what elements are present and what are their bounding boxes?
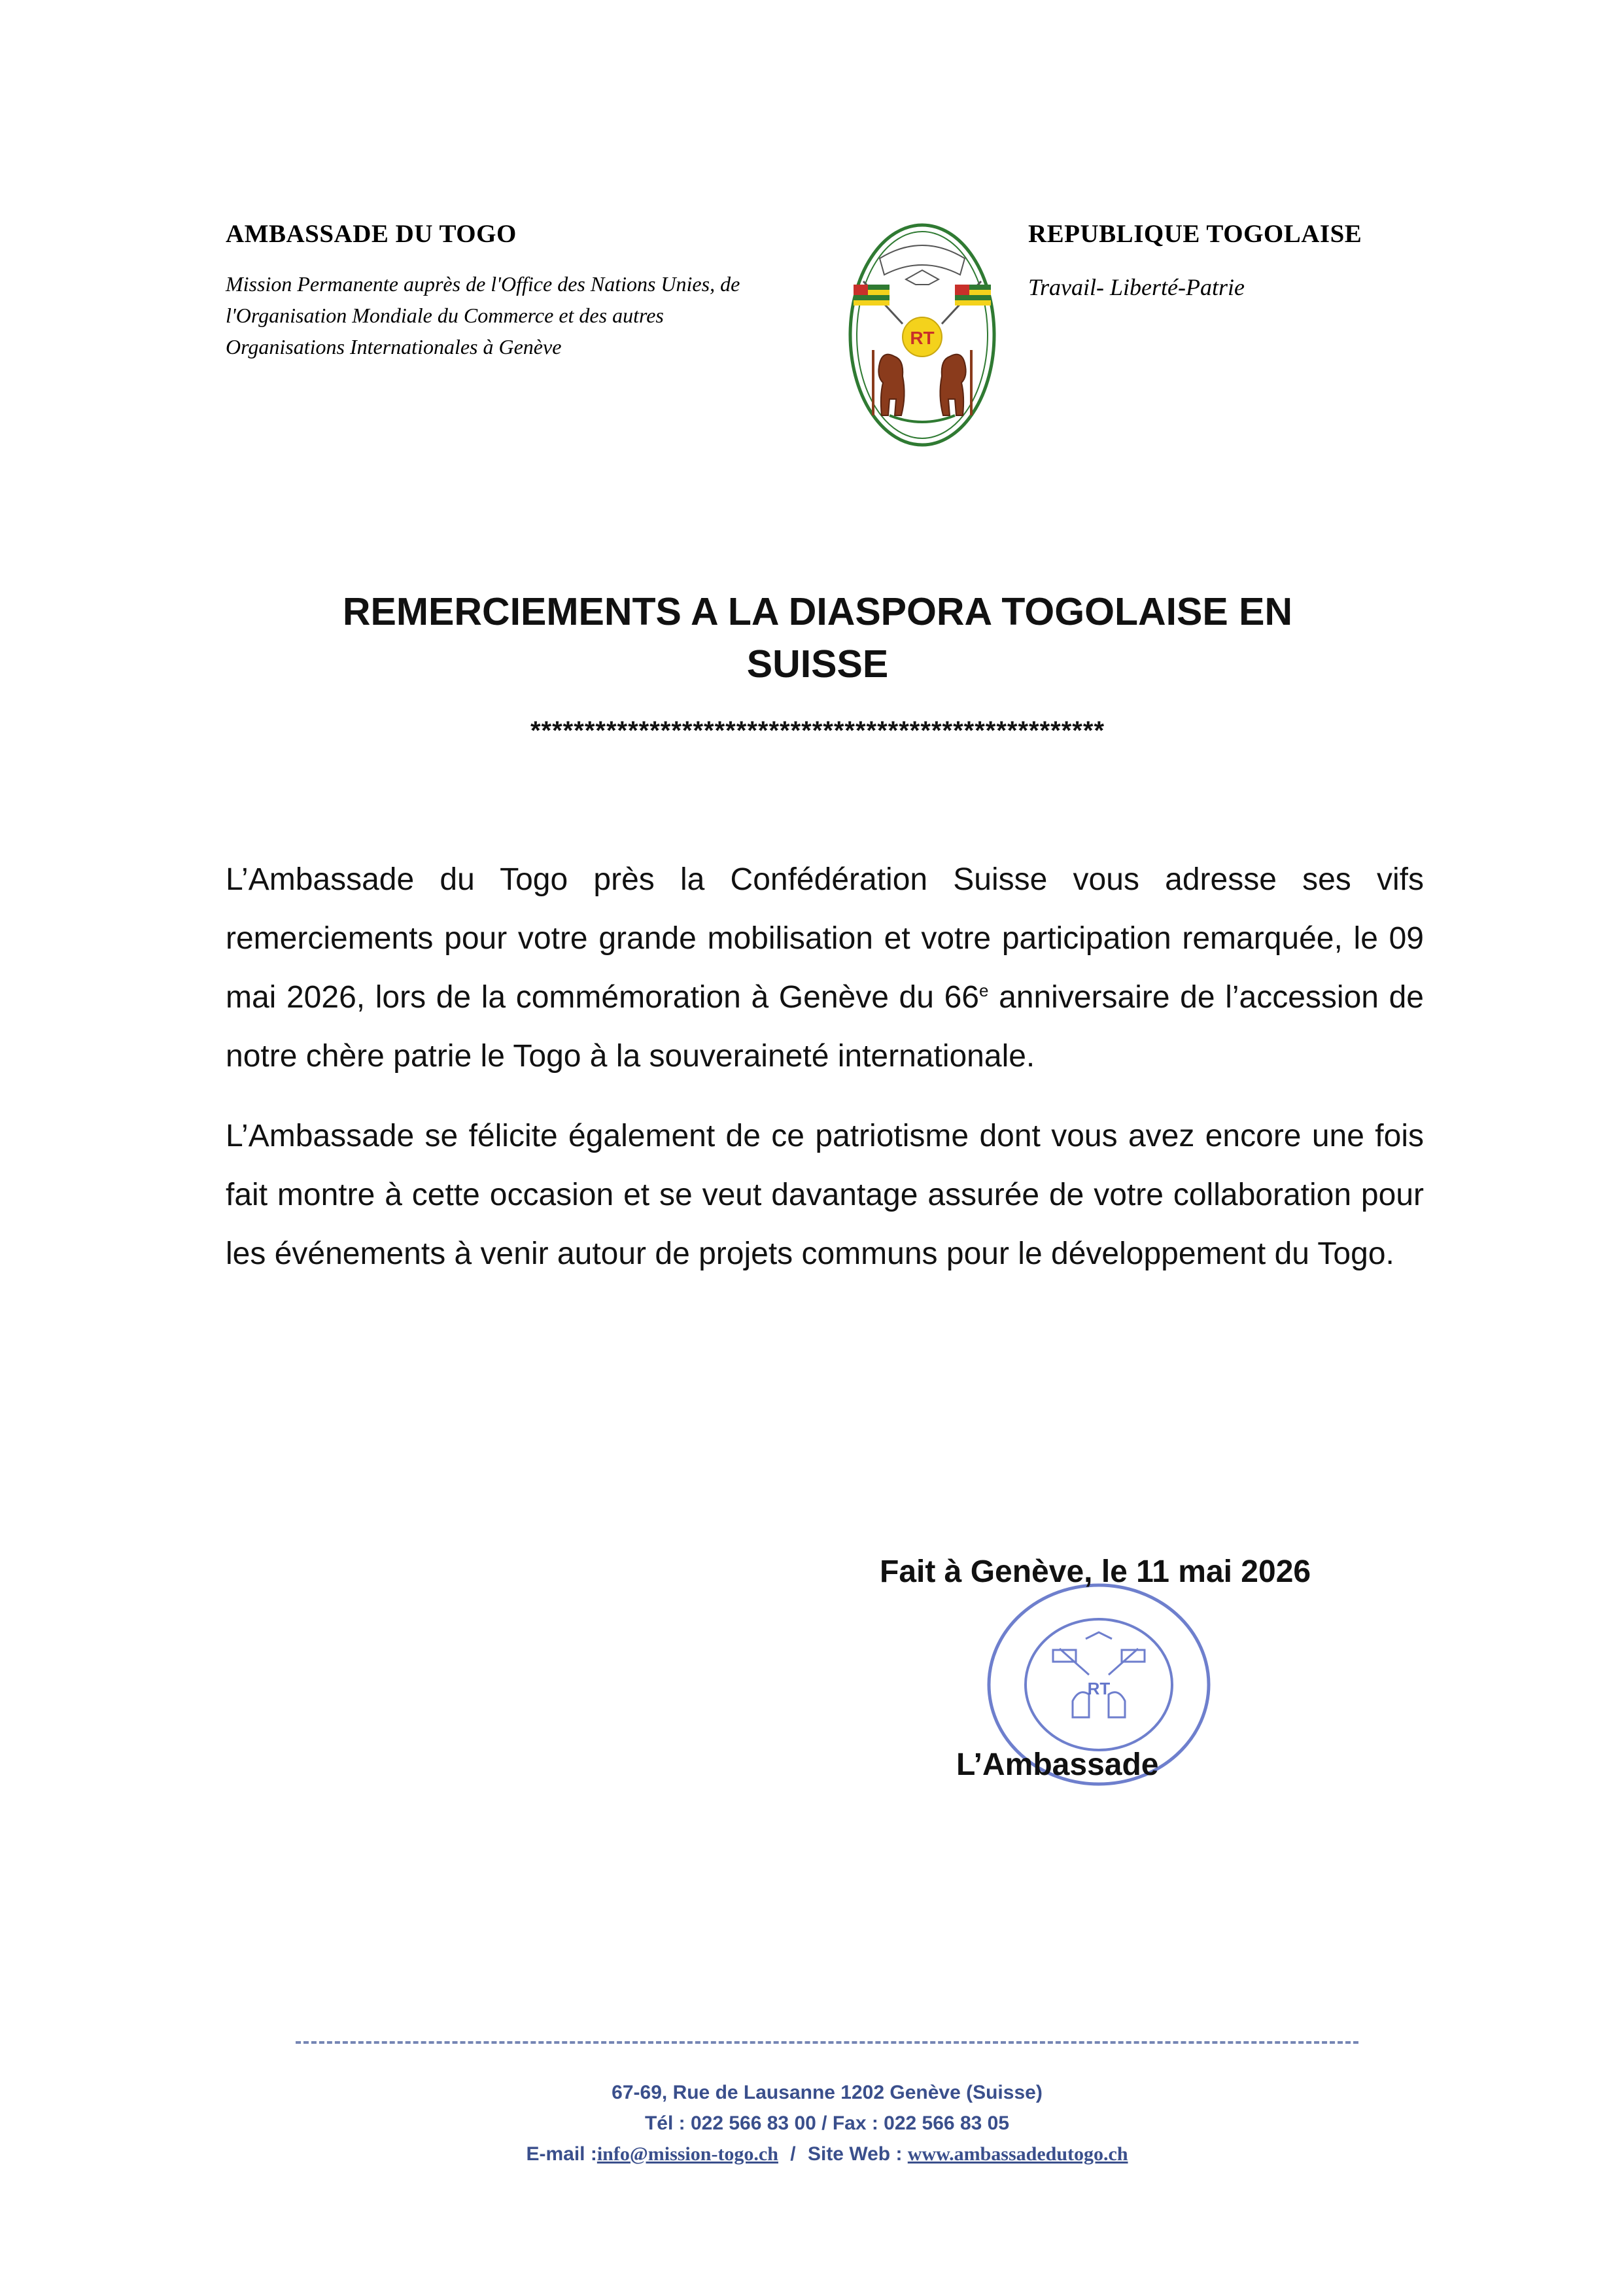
signatory: L’Ambassade [956, 1747, 1159, 1782]
title-line: SUISSE [746, 642, 889, 686]
embassy-title: AMBASSADE DU TOGO [226, 220, 517, 248]
ordinal-suffix: e [978, 981, 989, 1000]
paragraph-text: L’Ambassade du Togo près la Confédération Suisse vous adresse ses vifs remerciements pour votre grande mobilisation et votre participation remarquée, le 09 mai 2026, lors de la commémoration à Genève du 66 [226, 862, 1424, 1015]
email-link[interactable]: info@mission-togo.ch [596, 2143, 778, 2165]
paragraph [226, 850, 1424, 1086]
footer-contact [296, 2139, 1358, 2169]
republic-title: REPUBLIQUE TOGOLAISE [1028, 220, 1362, 248]
website-link[interactable]: www.ambassadedutogo.ch [907, 2143, 1128, 2165]
embassy-subtitle-line: Mission Permanente auprès de l'Office des Nations Unies, de [226, 272, 740, 296]
email-label: E-mail : [526, 2143, 597, 2165]
footer [296, 2077, 1358, 2169]
footer-address: 67-69, Rue de Lausanne 1202 Genève (Suisse) [612, 2082, 1043, 2103]
republic-motto: Travail- Liberté-Patrie [1028, 274, 1245, 300]
footer-phone: Tél : 022 566 83 00 / Fax : 022 566 83 05 [644, 2112, 1010, 2134]
shield-rt-text: RT [910, 328, 935, 348]
embassy-header [226, 219, 814, 362]
paragraph-text: anniversaire de l’accession de notre chère patrie le Togo à la souveraineté internationale. [226, 980, 1424, 1074]
stamp-center-text: RT [1087, 1679, 1111, 1698]
document-title [196, 586, 1439, 690]
republic-header [1028, 219, 1486, 301]
site-label: Site Web : [807, 2143, 903, 2165]
letter-body [226, 850, 1424, 1305]
contact-separator: / [790, 2143, 796, 2165]
paragraph: L’Ambassade se félicite également de ce patriotisme dont vous avez encore une fois fait montre à cette occasion et se veut davantage assurée de votre collaboration pour les événements à venir autour de projets communs pour le développement du Togo. [226, 1119, 1424, 1271]
place-date: Fait à Genève, le 11 mai 2026 [880, 1554, 1311, 1589]
embassy-subtitle [226, 268, 814, 362]
embassy-subtitle-line: l'Organisation Mondiale du Commerce et des autres [226, 304, 664, 327]
title-line: REMERCIEMENTS A LA DIASPORA TOGOLAISE EN [342, 590, 1293, 633]
togo-coat-of-arms-icon [844, 219, 1001, 451]
embassy-subtitle-line: Organisations Internationales à Genève [226, 335, 562, 359]
footer-divider [296, 2041, 1358, 2044]
title-separator: ***************************************************** [530, 716, 1105, 745]
